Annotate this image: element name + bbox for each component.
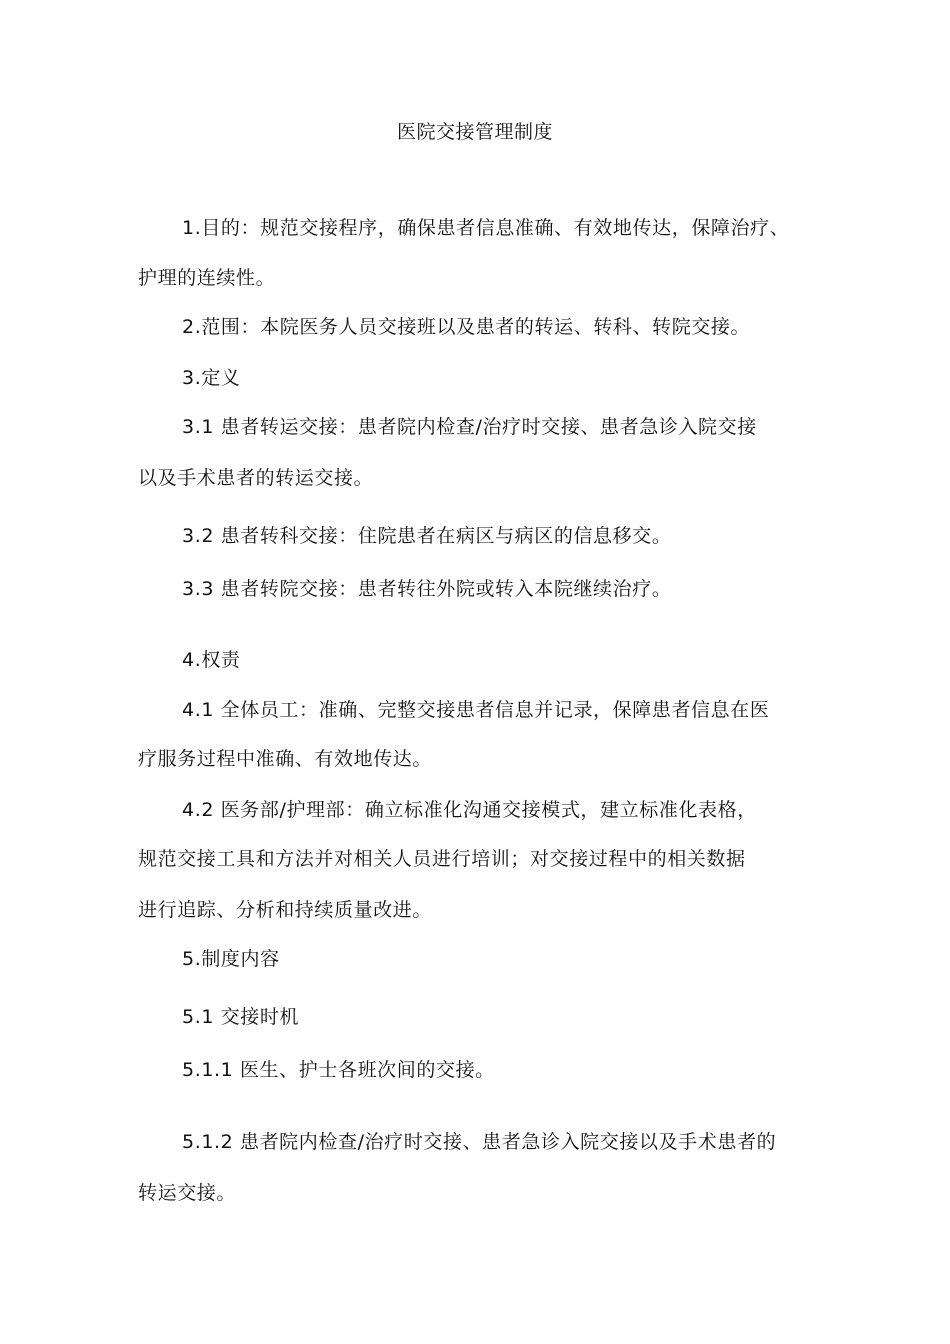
definition-3-1-line-1: 3.1 患者转运交接：患者院内检查/治疗时交接、患者急诊入院交接 (182, 416, 757, 438)
responsibility-4-1-line-2: 疗服务过程中准确、有效地传达。 (138, 748, 433, 770)
purpose-line-2: 护理的连续性。 (138, 267, 276, 289)
scope-line: 2.范围：本院医务人员交接班以及患者的转运、转科、转院交接。 (182, 316, 751, 338)
responsibility-4-2-line-1: 4.2 医务部/护理部：确立标准化沟通交接模式，建立标准化表格， (182, 799, 757, 821)
definition-3-1-line-2: 以及手术患者的转运交接。 (138, 467, 374, 489)
purpose-line-1: 1.目的：规范交接程序，确保患者信息准确、有效地传达，保障治疗、 (182, 217, 790, 239)
definition-heading: 3.定义 (182, 367, 241, 389)
document-title: 医院交接管理制度 (396, 121, 553, 143)
responsibility-4-2-line-3: 进行追踪、分析和持续质量改进。 (138, 899, 433, 921)
content-5-1-2-line-2: 转运交接。 (138, 1182, 237, 1204)
definition-3-3-line: 3.3 患者转院交接：患者转往外院或转入本院继续治疗。 (182, 578, 672, 600)
content-heading: 5.制度内容 (182, 948, 280, 970)
content-5-1-heading: 5.1 交接时机 (182, 1006, 300, 1028)
content-5-1-2-line-1: 5.1.2 患者院内检查/治疗时交接、患者急诊入院交接以及手术患者的 (182, 1131, 777, 1153)
content-5-1-1-line: 5.1.1 医生、护士各班次间的交接。 (182, 1059, 495, 1081)
responsibility-4-1-line-1: 4.1 全体员工：准确、完整交接患者信息并记录，保障患者信息在医 (182, 699, 770, 721)
responsibility-4-2-line-2: 规范交接工具和方法并对相关人员进行培训；对交接过程中的相关数据 (138, 848, 746, 870)
responsibility-heading: 4.权责 (182, 649, 241, 671)
definition-3-2-line: 3.2 患者转科交接：住院患者在病区与病区的信息移交。 (182, 525, 672, 547)
